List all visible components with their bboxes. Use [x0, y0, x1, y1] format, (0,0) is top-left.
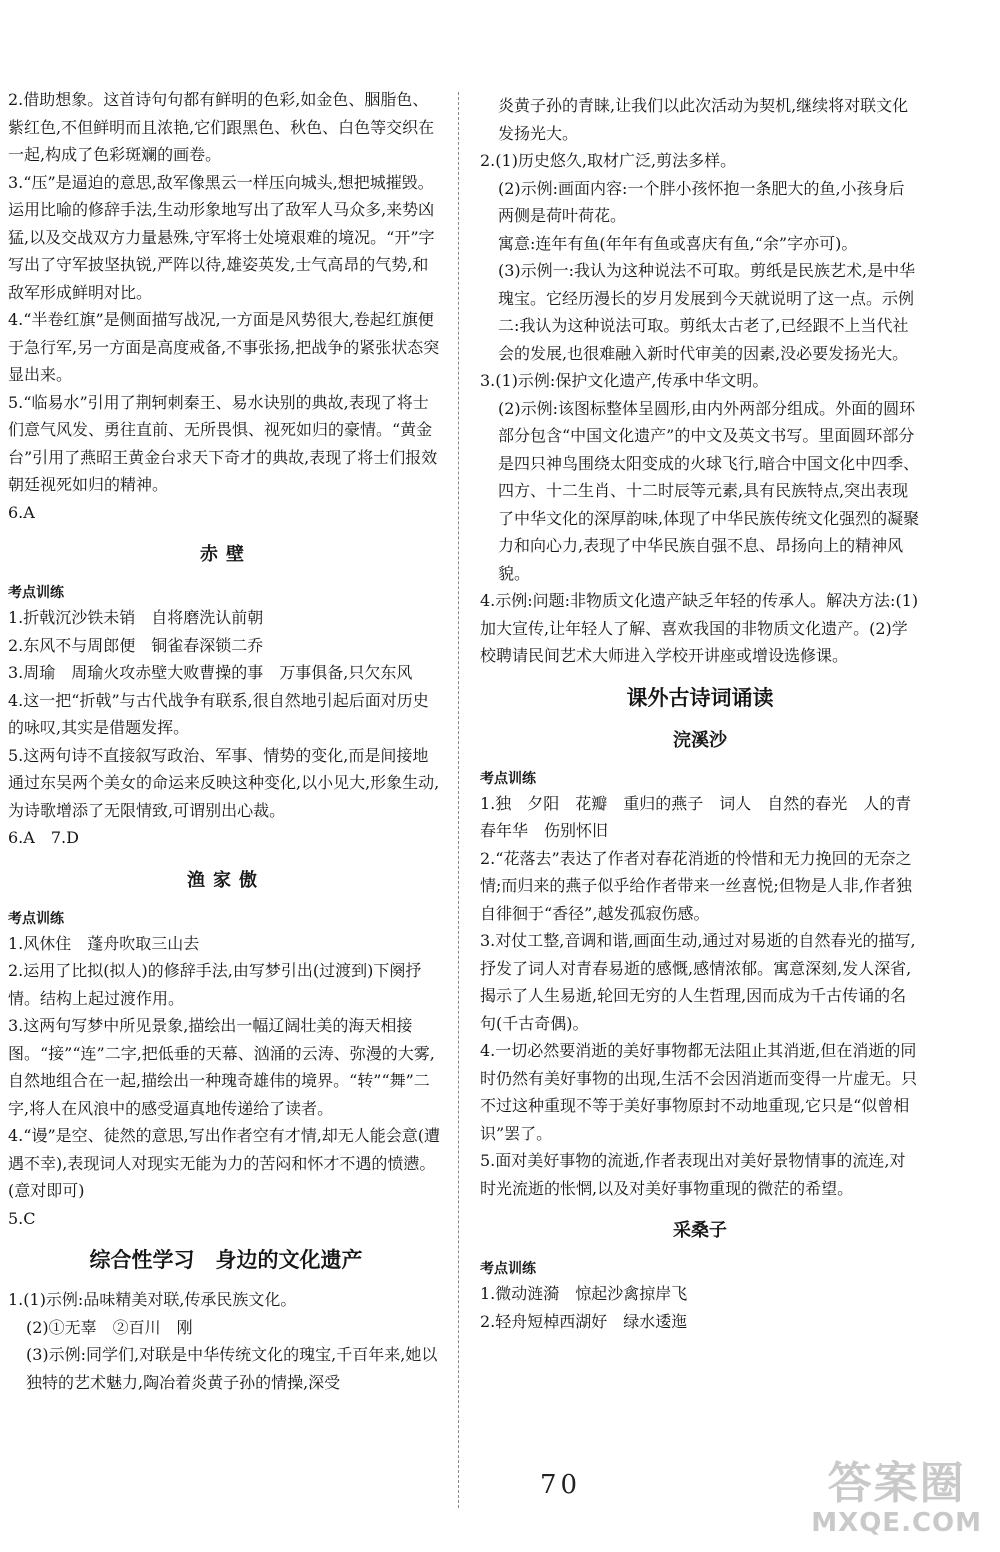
answer-item: 6.A: [8, 502, 35, 522]
section-title-caisangzi: 采桑子: [673, 1220, 727, 1241]
answer-item: 2.运用了比拟(拟人)的修辞手法,由写梦引出(过渡到)下阕抒情。结构上起过渡作用。: [8, 961, 422, 1008]
answer-item: 2.(1)历史悠久,取材广泛,剪法多样。: [480, 151, 737, 170]
right-column: [480, 92, 920, 1335]
answer-item: 3.周瑜 周瑜火攻赤壁大败曹操的事 万事俱备,只欠东风: [8, 663, 413, 682]
left-column: [8, 86, 444, 1396]
section-subtitle: 考点训练: [8, 910, 64, 927]
answer-item: 3.对仗工整,音调和谐,画面生动,通过对易逝的自然春光的描写,抒发了词人对青春易逝的感慨,感情浓郁。寓意深刻,发人深省,揭示了人生易逝,轮回无穷的人生哲理,因而成为千古传诵的名句(千古奇偶)。: [480, 931, 916, 1033]
section-subtitle: 考点训练: [480, 1261, 536, 1277]
answer-item: 5.面对美好事物的流逝,作者表现出对美好景物情事的流连,对时光流逝的怅惘,以及对美好事物重现的微茫的希望。: [480, 1151, 906, 1198]
answer-item: 2.借助想象。这首诗句句都有鲜明的色彩,如金色、胭脂色、紫红色,不但鲜明而且浓艳,它们跟黑色、秋色、白色等交织在一起,构成了色彩斑斓的画卷。: [8, 90, 435, 164]
section-title-huanxisha: 浣溪沙: [673, 729, 727, 751]
watermark-line2: MXQE.COM: [811, 1508, 982, 1538]
section-title-chibi: 赤壁: [200, 544, 252, 565]
answer-item: (2)示例:该图标整体呈圆形,由内外两部分组成。外面的圆环部分包含“中国文化遗产”的中文及英文书写。里面圆环部分是四只神鸟围绕太阳变成的火球飞行,暗合中国文化中四季、四方、十二生肖、十二时辰等元素,具有民族特点,突出表现了中华文化的深厚韵味,体现了中华民族传统文化强烈的凝聚力和向心力,表现了中华民族自强不息、昂扬向上的精神风貌。: [498, 398, 920, 583]
answer-item: 3.“压”是逼迫的意思,敌军像黑云一样压向城头,想把城摧毁。运用比喻的修辞手法,生动形象地写出了敌军人马众多,来势凶猛,以及交战双方力量悬殊,守军将士处境艰难的境况。“开”字写出了守军披坚执锐,严阵以待,雄姿英发,士气高昂的气势,和敌军形成鲜明对比。: [8, 172, 435, 302]
answer-item: 1.折戟沉沙铁未销 自将磨洗认前朝: [8, 608, 264, 627]
answer-item: 5.“临易水”引用了荆轲刺秦王、易水诀别的典故,表现了将士们意气风发、勇往直前、无所畏惧、视死如归的豪情。“黄金台”引用了燕昭王黄金台求天下奇才的典故,表现了将士们报效朝廷视死如归的精神。: [8, 392, 438, 494]
answer-item: (2)①无辜 ②百川 刚: [26, 1317, 193, 1337]
answer-item: 2.“花落去”表达了作者对春花消逝的怜惜和无力挽回的无奈之情;而归来的燕子似乎给作者带来一丝喜悦;但物是人非,作者独自徘徊于“香径”,越发孤寂伤感。: [480, 848, 912, 923]
answer-item: 6.A 7.D: [8, 828, 79, 847]
section-title-kewai: 课外古诗词诵读: [626, 684, 774, 710]
answer-item: 1.(1)示例:品味精美对联,传承民族文化。: [8, 1290, 297, 1309]
answer-item: 2.轻舟短棹西湖好 绿水逶迤: [480, 1311, 688, 1331]
section-title-yujiaao: 渔家傲: [187, 869, 265, 891]
section-subtitle: 考点训练: [480, 770, 536, 787]
section-subtitle: 考点训练: [8, 585, 64, 601]
watermark-line1: 答案圈: [827, 1458, 966, 1509]
answer-item: 5.C: [8, 1208, 36, 1228]
answer-item: (3)示例一:我认为这种说法不可取。剪纸是民族艺术,是中华瑰宝。它经历漫长的岁月发展到今天就说明了这一点。示例二:我认为这种说法可取。剪纸太古老了,已经跟不上当代社会的发展,也很难融入新时代审美的因素,没必要发扬光大。: [498, 261, 916, 363]
answer-item: (3)示例:同学们,对联是中华传统文化的瑰宝,千百年来,她以独特的艺术魅力,陶冶着炎黄子孙的情操,深受: [26, 1345, 438, 1392]
answer-item: 3.(1)示例:保护文化遗产,传承中华文明。: [480, 371, 769, 390]
answer-item: 4.一切必然要消逝的美好事物都无法阻止其消逝,但在消逝的同时仍然有美好事物的出现,生活不会因消逝而变得一片虚无。只不过这种重现不等于美好事物原封不动地重现,它只是“似曾相识”罢了。: [480, 1041, 918, 1143]
watermark: [811, 1460, 982, 1538]
answer-item: 2.东风不与周郎便 铜雀春深锁二乔: [8, 635, 264, 655]
answer-item: (2)示例:画面内容:一个胖小孩怀抱一条肥大的鱼,小孩身后两侧是荷叶荷花。: [498, 178, 905, 225]
answer-item: 4.“半卷红旗”是侧面描写战况,一方面是风势很大,卷起红旗便于急行军,另一方面是高度戒备,不事张扬,把战争的紧张状态突显出来。: [8, 310, 440, 384]
section-title-zonghe: 综合性学习 身边的文化遗产: [89, 1247, 363, 1272]
answer-item: 5.这两句诗不直接叙写政治、军事、情势的变化,而是间接地通过东吴两个美女的命运来反映这种变化,以小见大,形象生动,为诗歌增添了无限情致,可谓别出心裁。: [8, 745, 440, 820]
answer-item: 1.独 夕阳 花瓣 重归的燕子 词人 自然的春光 人的青春年华 伤别怀旧: [480, 793, 912, 840]
answer-item: 4.“谩”是空、徒然的意思,写出作者空有才情,却无人能会意(遭遇不幸),表现词人对现实无能为力的苦闷和怀才不遇的愤懑。(意对即可): [8, 1126, 441, 1200]
intro-answers: [8, 86, 444, 526]
page-number: 70: [540, 1470, 582, 1500]
answer-item: 1.微动涟漪 惊起沙禽掠岸飞: [480, 1284, 688, 1303]
answer-item: 4.这一把“折戟”与古代战争有联系,很自然地引起后面对历史的咏叹,其实是借题发挥。: [8, 690, 429, 737]
answer-item: 4.示例:问题:非物质文化遗产缺乏年轻的传承人。解决方法:(1)加大宣传,让年轻人了解、喜欢我国的非物质文化遗产。(2)学校聘请民间艺术大师进入学校开讲座或增设选修课。: [480, 591, 919, 665]
answer-item: 寓意:连年有鱼(年年有鱼或喜庆有鱼,“余”字亦可)。: [498, 233, 858, 253]
answer-item: 炎黄子孙的青睐,让我们以此次活动为契机,继续将对联文化发扬光大。: [498, 96, 909, 143]
column-divider: [458, 92, 459, 1508]
answer-item: 3.这两句写梦中所见景象,描绘出一幅辽阔壮美的海天相接图。“接”“连”二字,把低垂的天幕、汹涌的云涛、弥漫的大雾,自然地组合在一起,描绘出一种瑰奇雄伟的境界。“转”“舞”二字,将人在风浪中的感受逼真地传递给了读者。: [8, 1016, 435, 1118]
answer-item: 1.风休住 蓬舟吹取三山去: [8, 933, 200, 953]
